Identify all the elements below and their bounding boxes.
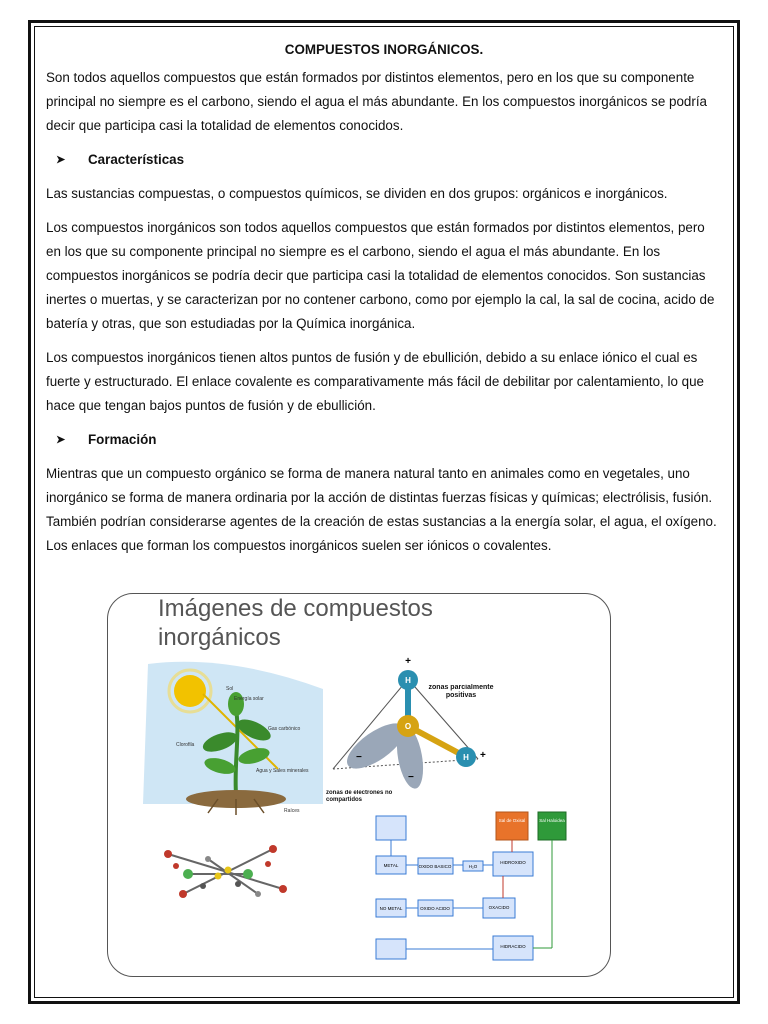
label-gas-carbonico: Gas carbónico <box>268 726 301 732</box>
label-plus: + <box>480 750 486 761</box>
flow-box-sal-oxisal: Sal de Oxisal <box>498 818 526 823</box>
label-oxygen: O <box>404 722 412 731</box>
label-minus: − <box>356 752 362 763</box>
arrow-bullet-icon: ➤ <box>56 154 66 166</box>
flow-box-hidroxido: HIDROXIDO <box>500 860 526 865</box>
label-energia-solar: Energía solar <box>234 696 264 702</box>
paragraph: Los compuestos inorgánicos son todos aquellos compuestos que están formados por distintos elementos, pero en los que su componente principal no siempre es el carbono, siendo el agua el más abundante. En los compuestos inorgánicos se podría decir que participa casi la totalidad de elementos conocidos. Son sustancias inertes o muertas, y se caracterizan por no contener carbono, como por ejemplo la cal, la sal de cocina, acido de batería y otras, que son estudiadas por la Química inorgánica. <box>46 220 715 331</box>
label-minus: − <box>408 772 414 783</box>
flow-box-oxido-basico: OXIDO BASICO <box>418 864 452 869</box>
flow-box-sal-haloidea: Sal Haloidea <box>539 818 565 823</box>
flow-box-oxacido: OXACIDO <box>488 905 510 910</box>
section-heading-label: Características <box>88 152 185 167</box>
document-title: COMPUESTOS INORGÁNICOS. <box>284 42 484 57</box>
figure-illustrations <box>108 594 611 977</box>
compound-images-figure <box>107 593 611 977</box>
label-hydrogen: H <box>463 753 469 762</box>
sun-icon <box>174 675 206 707</box>
paragraph: Los compuestos inorgánicos tienen altos puntos de fusión y de ebullición, debido a su enlace iónico el cual es fuerte y estructurado. El enlace covalente es comparativamente más fácil de debilitar por calentamiento, lo que hace que tengan bajos puntos de fusión y de ebullición. <box>46 350 704 413</box>
paragraph: Mientras que un compuesto orgánico se forma de manera natural tanto en animales como en vegetales, uno inorgánico se forma de manera ordinaria por la acción de distintas fuerzas físicas y químicas; electrólisis, fusión. También podrían considerarse agentes de la creación de estas sustancias a la energía solar, el agua, el oxígeno. Los enlaces que forman los compuestos inorgánicos suelen ser iónicos o covalentes. <box>46 466 717 553</box>
label-sol: Sol <box>226 686 234 692</box>
flow-box-h2o: H₂O <box>468 864 478 869</box>
section-heading-label: Formación <box>88 432 157 447</box>
flow-box-metal: METAL <box>383 863 399 868</box>
section-heading-formacion <box>56 428 722 452</box>
document-body <box>46 38 722 568</box>
label-zonas-positivas: zonas parcialmente positivas <box>428 684 494 699</box>
label-raices: Raíces <box>284 808 300 814</box>
label-agua-sales: Agua y Sales minerales <box>256 768 309 774</box>
flow-box-hidracido: HIDRACIDO <box>500 944 526 949</box>
paragraph: Las sustancias compuestas, o compuestos químicos, se dividen en dos grupos: orgánicos e inorgánicos. <box>46 186 668 201</box>
flow-box-oxido-acido: OXIDO ACIDO <box>420 906 450 911</box>
photosynthesis-illustration <box>143 662 323 815</box>
flow-box-no-metal: NO METAL <box>379 906 403 911</box>
arrow-bullet-icon: ➤ <box>56 434 66 446</box>
water-molecule-diagram <box>326 656 496 812</box>
section-heading-caracteristicas <box>56 148 722 172</box>
inorganic-flowchart <box>376 812 566 960</box>
label-clorofila: Clorofila <box>176 742 195 748</box>
figure-title: Imágenes de compuestos inorgánicos <box>158 595 433 651</box>
ball-and-stick-molecule <box>164 845 287 898</box>
label-zonas-electrones: zonas de electrones no compartidos <box>326 790 393 803</box>
label-hydrogen: H <box>405 676 411 685</box>
label-plus: + <box>405 656 411 667</box>
intro-paragraph: Son todos aquellos compuestos que están formados por distintos elementos, pero en los que su componente principal no siempre es el carbono, siendo el agua el más abundante. En los compuestos inorgánicos se podría decir que participa casi la totalidad de elementos conocidos. <box>46 70 708 133</box>
